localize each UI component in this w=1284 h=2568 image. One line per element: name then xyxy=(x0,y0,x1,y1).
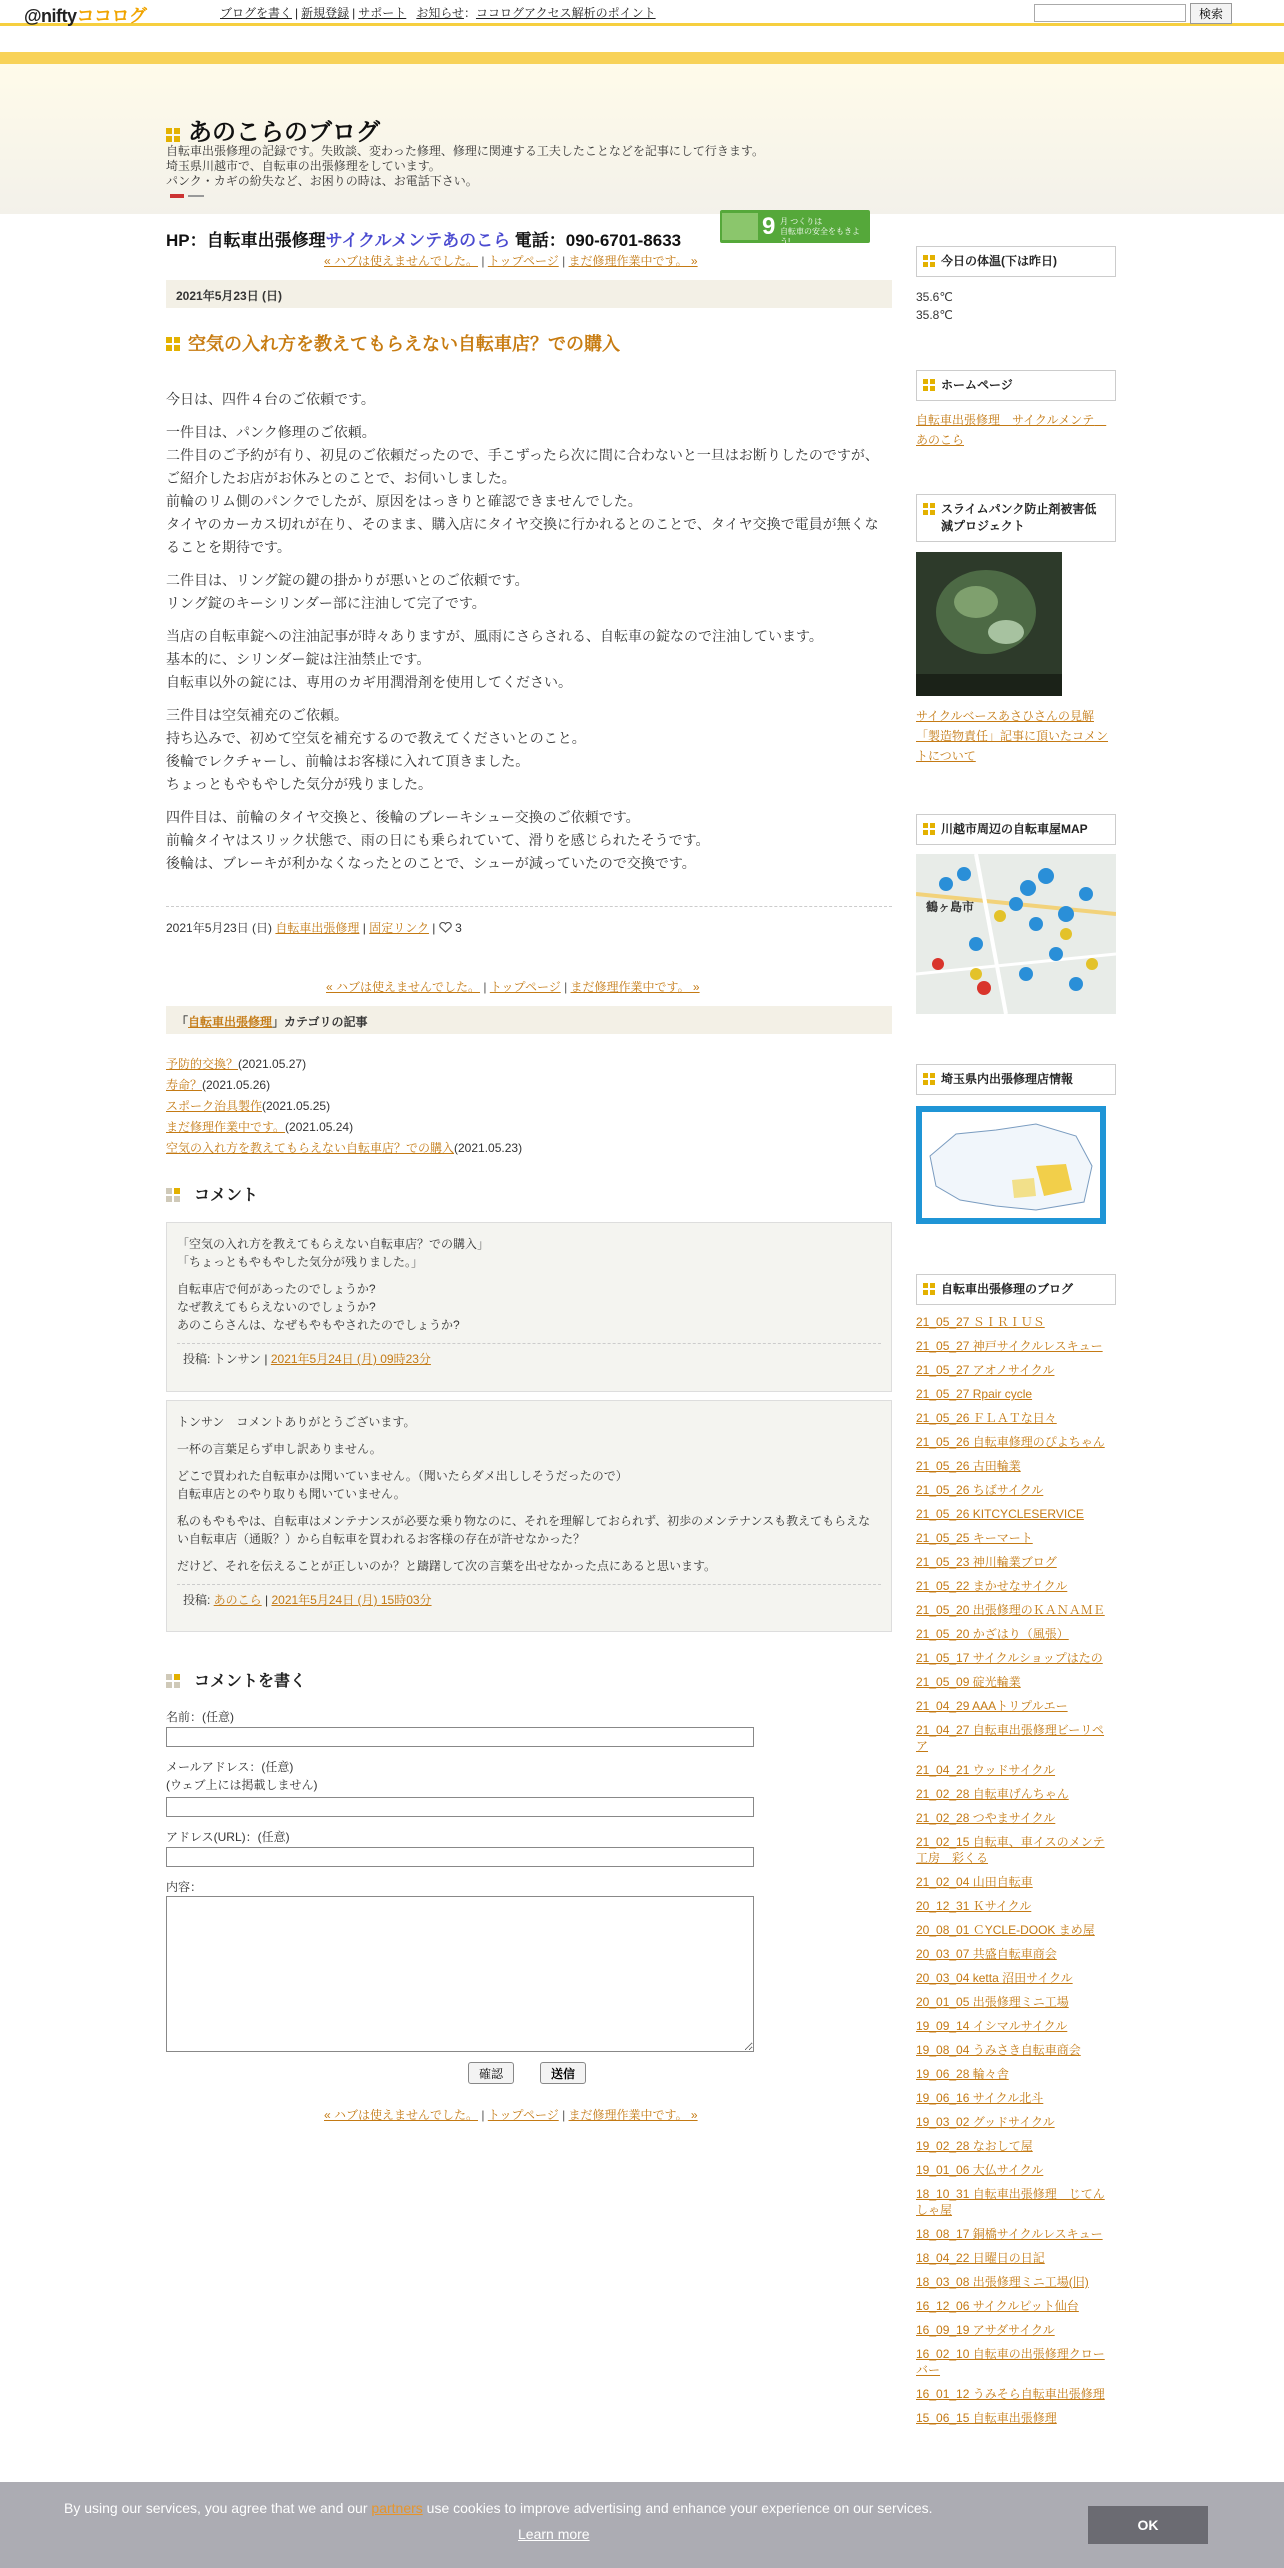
cookie-text-post: use cookies to improve advertising and enhance your experience on our services. xyxy=(422,2500,933,2516)
repair-blog-link[interactable]: 21_05_26 KITCYCLESERVICE xyxy=(916,1507,1084,1521)
sidebar-temp-title xyxy=(916,246,1116,277)
list-item xyxy=(916,1946,1112,1962)
map-label: 鶴ヶ島市 xyxy=(926,900,975,914)
list-item xyxy=(916,1578,1112,1594)
post-line: 前輪タイヤはスリック状態で、雨の日にも乗られていて、滑りを感じられたそうです。 xyxy=(166,832,710,848)
repair-blog-link[interactable]: 20_03_04 ketta 沼田サイクル xyxy=(916,1971,1073,1985)
repair-blog-link[interactable]: 18_10_31 自転車出張修理 じてんしゃ屋 xyxy=(916,2187,1105,2217)
list-item xyxy=(916,1530,1112,1546)
banner-text: 月 つくりは 自転車の安全をもきよう! xyxy=(780,217,860,246)
slime-caption-box xyxy=(916,706,1112,766)
post-line: 自転車以外の錠には、専用のカギ用潤滑剤を使用してください。 xyxy=(166,674,572,690)
post-line: タイヤのカーカス切れが在り、そのまま、購入店にタイヤ交換に行かれるとのことで、タイヤ交換で電員が無くなることを期待です。 xyxy=(166,516,879,555)
bike-shop-map-art xyxy=(916,854,1116,1014)
repair-blog-link[interactable]: 21_05_27 Rpair cycle xyxy=(916,1387,1033,1401)
list-item xyxy=(916,2186,1112,2218)
name-label: 名前：(任意) xyxy=(166,1710,234,1724)
comment-form-heading-text: コメントを書く xyxy=(194,1673,307,1690)
list-item xyxy=(916,1722,1112,1754)
list-item xyxy=(916,2298,1112,2314)
category-article-link[interactable]: まだ修理作業中です。 xyxy=(166,1120,286,1134)
list-item xyxy=(916,1602,1112,1618)
slime-title-text: スライムパンク防止剤被害低減プロジェクト xyxy=(941,502,1097,533)
list-item xyxy=(916,1898,1112,1914)
list-item xyxy=(916,2162,1112,2178)
list-item xyxy=(916,2138,1112,2154)
hp-line xyxy=(166,226,681,251)
repair-blog-link[interactable]: 19_06_16 サイクル北斗 xyxy=(916,2091,1044,2105)
list-item xyxy=(916,1626,1112,1642)
list-item xyxy=(916,1970,1112,1986)
repair-blog-link[interactable]: 19_09_14 イシマルサイクル xyxy=(916,2019,1068,2033)
category-article-link[interactable]: 空気の入れ方を教えてもらえない自転車店？での購入 xyxy=(166,1141,455,1155)
home-title-text: ホームページ xyxy=(941,378,1013,392)
list-item xyxy=(916,2322,1112,2338)
article-date: (2021.05.27) xyxy=(238,1057,307,1071)
cookie-ok-button[interactable]: OK xyxy=(1088,2506,1208,2544)
site-topbar xyxy=(0,0,1284,26)
post-title-text: 空気の入れ方を教えてもらえない自転車店？での購入 xyxy=(188,334,620,354)
repair-blog-link[interactable]: 16_09_19 アサダサイクル xyxy=(916,2323,1055,2337)
post-paragraph xyxy=(166,569,892,615)
repair-blog-link[interactable]: 20_12_31 Ｋサイクル xyxy=(916,1899,1032,1913)
email-note: (ウェブ上には掲載しません) xyxy=(166,1778,318,1792)
comment-paragraph: 「空気の入れ方を教えてもらえない自転車店？での購入」 「ちょっともやもやした気分が残りました。」 xyxy=(177,1237,490,1269)
list-item xyxy=(916,1434,1112,1450)
comment-paragraph: 私のもやもやは、自転車はメンテナンスが必要な乗り物なのに、それを理解しておられず、初歩のメンテナンスも教えてもらえない自転車店（通販？）から自転車を買われるお客様の存在が許せなかった？ xyxy=(177,1514,871,1546)
repair-blog-link[interactable]: 15_06_15 自転車出張修理 xyxy=(916,2411,1057,2425)
list-item xyxy=(916,1482,1112,1498)
search-button[interactable]: 検索 xyxy=(1190,3,1232,24)
article-date: (2021.05.25) xyxy=(262,1099,331,1113)
cookie-text-pre: By using our services, you agree that we and our xyxy=(64,2500,372,2516)
repair-blog-link[interactable]: 20_08_01 ＣYCLE-DOOK まめ屋 xyxy=(916,1923,1095,1937)
cookie-message xyxy=(64,2500,933,2516)
repair-blog-link[interactable]: 21_05_27 ＳＩＲＩＵＳ xyxy=(916,1315,1045,1329)
hp-phone: 電話：090-6701-8633 xyxy=(510,231,682,250)
repair-blog-link[interactable]: 21_04_27 自転車出張修理ビーリペア xyxy=(916,1723,1105,1753)
list-item xyxy=(916,1922,1112,1938)
slime-photo[interactable] xyxy=(916,552,1062,696)
repair-blog-link[interactable]: 16_12_06 サイクルピット仙台 xyxy=(916,2299,1079,2313)
list-item xyxy=(916,1698,1112,1714)
squares-icon xyxy=(923,503,935,515)
repair-blog-link[interactable]: 21_02_28 つやまサイクル xyxy=(916,1811,1056,1825)
squares-icon xyxy=(923,823,935,835)
squares-icon xyxy=(923,255,935,267)
list-item xyxy=(916,1994,1112,2010)
post-line: 三件目は空気補充のご依頼。 xyxy=(166,707,348,723)
temp-today: 35.6℃ xyxy=(916,290,953,304)
blogs-title-text: 自転車出張修理のブログ xyxy=(941,1282,1074,1296)
sidebar-home-title xyxy=(916,370,1116,401)
homepage-link[interactable]: 自転車出張修理 サイクルメンテ あのこら xyxy=(916,413,1107,447)
repair-blog-link[interactable]: 16_02_10 自転車の出張修理クローバー xyxy=(916,2347,1105,2377)
list-item xyxy=(166,1075,522,1096)
post-paragraph xyxy=(166,704,892,796)
repair-blog-link[interactable]: 21_05_22 まかせなサイクル xyxy=(916,1579,1068,1593)
sidebar-slime-title xyxy=(916,494,1116,542)
repair-blog-link[interactable]: 21_05_17 サイクルショップはたの xyxy=(916,1651,1103,1665)
list-item xyxy=(916,1554,1112,1570)
post-line: 基本的に、シリンダー錠は注油禁止です。 xyxy=(166,651,431,667)
slime-caption-link[interactable]: サイクルベースあさひさんの見解「製造物責任」記事に頂いたコメントについて xyxy=(916,709,1109,763)
post-paragraph xyxy=(166,421,892,559)
squares-icon xyxy=(923,1283,935,1295)
post-line: 一件目は、パンク修理のご依頼。 xyxy=(166,424,376,440)
repair-blog-link[interactable]: 20_03_07 共盛自転車商会 xyxy=(916,1947,1057,1961)
sidebar-blogs-title xyxy=(916,1274,1116,1305)
repair-blog-link[interactable]: 20_01_05 出張修理ミニ工場 xyxy=(916,1995,1069,2009)
desc-line: パンク・カギの紛失など、お困りの時は、お電話下さい。 xyxy=(166,174,478,188)
like-count: 3 xyxy=(455,921,462,935)
support-link[interactable]: サポート xyxy=(358,6,407,20)
repair-blog-link[interactable]: 19_02_28 なおして屋 xyxy=(916,2139,1033,2153)
comments-heading-text: コメント xyxy=(194,1187,259,1204)
prev-post-link[interactable]: « ハブは使えませんでした。 xyxy=(324,2108,479,2122)
post-nav-middle: « ハブは使えませんでした。 | トップページ | まだ修理作業中です。 » xyxy=(326,980,700,994)
like-button[interactable] xyxy=(439,921,462,935)
squares-icon xyxy=(923,1073,935,1085)
repair-blog-link[interactable]: 19_01_06 大仏サイクル xyxy=(916,2163,1044,2177)
temp-values xyxy=(916,288,953,324)
repair-blog-link[interactable]: 21_05_26 ＦＬＡＴな日々 xyxy=(916,1411,1057,1425)
repair-blog-link[interactable]: 21_05_23 神川輪業ブログ xyxy=(916,1555,1057,1569)
repair-blog-list xyxy=(916,1314,1112,2434)
list-item xyxy=(166,1117,522,1138)
post-line: 前輪のリム側のパンクでしたが、原因をはっきりと確認できませんでした。 xyxy=(166,493,642,509)
hp-prefix: HP：自転車出張修理 xyxy=(166,231,326,250)
category-article-link[interactable]: 寿命？ xyxy=(166,1078,203,1092)
header-stripe xyxy=(0,52,1284,64)
post-line: リング錠のキーシリンダー部に注油して完了です。 xyxy=(166,595,486,611)
mini-logo-icon xyxy=(170,192,206,200)
logo-cocolog: ココログ xyxy=(76,6,147,26)
repair-blog-link[interactable]: 21_05_20 かざはり（風張） xyxy=(916,1627,1069,1641)
partners-link[interactable]: partners xyxy=(371,2500,423,2516)
search-input[interactable] xyxy=(1034,4,1186,22)
repair-blog-link[interactable]: 18_04_22 日曜日の日記 xyxy=(916,2251,1045,2265)
repair-blog-link[interactable]: 21_05_27 アオノサイクル xyxy=(916,1363,1055,1377)
gray-squares-icon xyxy=(166,1188,180,1202)
article-date: (2021.05.24) xyxy=(285,1120,354,1134)
banner-number: 9 xyxy=(762,213,776,240)
list-item xyxy=(916,2090,1112,2106)
home-link-box xyxy=(916,410,1107,450)
repair-blog-link[interactable]: 19_06_28 輪々舎 xyxy=(916,2067,1009,2081)
repair-blog-link[interactable]: 21_05_20 出張修理のＫＡＮＡＭＥ xyxy=(916,1603,1105,1617)
list-item xyxy=(166,1096,522,1117)
article-date: (2021.05.26) xyxy=(202,1078,271,1092)
write-blog-link[interactable]: ブログを書く xyxy=(220,6,293,20)
list-item xyxy=(916,1786,1112,1802)
comment-1 xyxy=(166,1222,892,1392)
list-item xyxy=(916,1650,1112,1666)
hp-link[interactable]: サイクルメンテあのこら xyxy=(325,231,511,250)
list-item xyxy=(916,2386,1112,2402)
post-nav-bottom: « ハブは使えませんでした。 | トップページ | まだ修理作業中です。 » xyxy=(324,2108,698,2122)
list-item xyxy=(916,2226,1112,2242)
post-paragraph xyxy=(166,388,892,411)
comment-footer xyxy=(177,1343,881,1368)
comment-paragraph: 一杯の言葉足らず申し訳ありません。 xyxy=(177,1442,382,1456)
post-line: ちょっともやもやした気分が残りました。 xyxy=(166,776,432,792)
next-post-link[interactable]: まだ修理作業中です。 » xyxy=(568,2108,698,2122)
next-post-link[interactable]: まだ修理作業中です。 » xyxy=(568,254,698,268)
saitama-map[interactable] xyxy=(916,1106,1106,1224)
list-item xyxy=(916,1458,1112,1474)
logo-main: @nifty xyxy=(24,6,77,26)
list-item xyxy=(916,1762,1112,1778)
post-footer: 2021年5月23日 (日) 自転車出張修理 | 固定リンク | 3 xyxy=(166,906,892,936)
learn-more-link[interactable]: Learn more xyxy=(518,2526,590,2542)
repair-blog-link[interactable]: 21_02_28 自転車げんちゃん xyxy=(916,1787,1069,1801)
list-item xyxy=(916,2274,1112,2290)
list-item xyxy=(166,1054,522,1075)
comment-paragraph: トンサン コメントありがとうございます。 xyxy=(177,1415,416,1429)
gray-squares-icon xyxy=(166,1674,180,1688)
cookie-consent-bar xyxy=(0,2482,1284,2568)
sidebar-saitama-title xyxy=(916,1064,1116,1095)
cat-title-post: 」カテゴリの記事 xyxy=(272,1015,368,1029)
saitama-map-art xyxy=(916,1106,1106,1224)
repair-blog-link[interactable]: 21_05_26 ちばサイクル xyxy=(916,1483,1044,1497)
bike-shop-map[interactable] xyxy=(916,854,1116,1014)
name-field[interactable] xyxy=(166,1727,754,1747)
top-page-link[interactable]: トップページ xyxy=(487,254,559,268)
title-squares-icon xyxy=(166,128,180,142)
category-articles-title xyxy=(166,1006,892,1034)
post-line: 後輪でレクチャーし、前輪はお客様に入れて頂きました。 xyxy=(166,753,530,769)
repair-blog-link[interactable]: 19_08_04 うみさき自転車商会 xyxy=(916,2043,1081,2057)
top-page-link[interactable]: トップページ xyxy=(489,980,561,994)
category-link[interactable]: 自転車出張修理 xyxy=(188,1015,273,1029)
comment-2 xyxy=(166,1400,892,1632)
list-item xyxy=(916,1410,1112,1426)
news-item-link[interactable]: ココログアクセス解析のポイント xyxy=(475,6,656,20)
category-article-link[interactable]: スポーク治具製作 xyxy=(166,1099,263,1113)
post-line: 後輪は、ブレーキが利かなくなったとのことで、シューが減っていたので交換です。 xyxy=(166,855,696,871)
comment-footer xyxy=(177,1584,881,1609)
list-item xyxy=(166,1138,522,1159)
repair-blog-link[interactable]: 16_01_12 うみそら自転車出張修理 xyxy=(916,2387,1105,2401)
article-date: (2021.05.23) xyxy=(454,1141,523,1155)
repair-blog-link[interactable]: 21_04_21 ウッドサイクル xyxy=(916,1763,1056,1777)
repair-blog-link[interactable]: 21_05_25 キーマート xyxy=(916,1531,1033,1545)
comment-paragraph: どこで買われた自転車かは聞いていません。（聞いたらダメ出ししそうだったので） 自転車店とのやり取りも聞いていません。 xyxy=(177,1469,628,1501)
email-label: メールアドレス：(任意) xyxy=(166,1760,294,1774)
post-category-link[interactable]: 自転車出張修理 xyxy=(275,921,360,935)
list-item xyxy=(916,1386,1112,1402)
list-item xyxy=(916,1506,1112,1522)
comment-paragraph: 自転車店で何があったのでしょうか? なぜ教えてもらえないのでしょうか? あのこらさんは、なぜもやもやされたのでしょうか? xyxy=(177,1282,460,1332)
list-item xyxy=(916,2018,1112,2034)
post-line: 二件目は、リング錠の鍵の掛かりが悪いとのご依頼です。 xyxy=(166,572,529,588)
repair-blog-link[interactable]: 19_03_02 グッドサイクル xyxy=(916,2115,1055,2129)
post-line: 今日は、四件４台のご依頼です。 xyxy=(166,391,375,407)
submit-button[interactable]: 送信 xyxy=(540,2062,586,2084)
post-paragraph xyxy=(166,806,892,875)
comment-time-link[interactable]: 2021年5月24日 (月) 15時03分 xyxy=(271,1593,432,1607)
repair-blog-link[interactable]: 21_02_04 山田自転車 xyxy=(916,1875,1033,1889)
post-nav-top: « ハブは使えませんでした。 | トップページ | まだ修理作業中です。 » xyxy=(324,254,698,268)
register-link[interactable]: 新規登録 xyxy=(301,6,350,20)
comment-time-link[interactable]: 2021年5月24日 (月) 09時23分 xyxy=(270,1352,431,1366)
comment-form-heading xyxy=(166,1668,306,1691)
post-line: 四件目は、前輪のタイヤ交換と、後輪のブレーキシュー交換のご依頼です。 xyxy=(166,809,640,825)
list-item xyxy=(916,1338,1112,1354)
list-item xyxy=(916,2114,1112,2130)
next-post-link[interactable]: まだ修理作業中です。 » xyxy=(570,980,700,994)
slime-photo-art xyxy=(916,552,1062,696)
blog-title-link[interactable]: あのこらのブログ xyxy=(188,119,380,146)
saitama-title-text: 埼玉県内出張修理店情報 xyxy=(941,1072,1074,1086)
repair-blog-link[interactable]: 21_05_09 碇光輪業 xyxy=(916,1675,1021,1689)
repair-blog-link[interactable]: 18_03_08 出張修理ミニ工場(旧) xyxy=(916,2275,1089,2289)
list-item xyxy=(916,1810,1112,1826)
list-item xyxy=(916,2250,1112,2266)
category-article-list xyxy=(166,1054,522,1159)
cycle-promo-banner[interactable] xyxy=(720,210,870,246)
list-item xyxy=(916,2066,1112,2082)
confirm-button[interactable]: 確認 xyxy=(468,2062,514,2084)
comment-author-prefix: 投稿: xyxy=(183,1593,214,1607)
post-title-squares-icon xyxy=(166,337,180,351)
post-title xyxy=(166,330,620,356)
squares-icon xyxy=(923,379,935,391)
repair-blog-link[interactable]: 18_08_17 銅橋サイクルレスキュー xyxy=(916,2227,1103,2241)
news-link[interactable]: お知らせ xyxy=(416,6,464,20)
url-field[interactable] xyxy=(166,1847,754,1867)
comment-author-link[interactable]: あのこら xyxy=(213,1593,262,1607)
comment-paragraph: だけど、それを伝えることが正しいのか？と躊躇して次の言葉を出せなかった点にあると思います。 xyxy=(177,1559,717,1573)
post-body xyxy=(166,388,892,885)
content-label: 内容： xyxy=(166,1880,203,1894)
heart-icon xyxy=(439,922,452,933)
comment-author: 投稿: トンサン | xyxy=(183,1352,271,1366)
temp-title-text: 今日の体温(下は昨日) xyxy=(941,254,1057,268)
post-line: 持ち込みで、初めて空気を補充するので教えてくださいとのこと。 xyxy=(166,730,586,746)
post-paragraph xyxy=(166,625,892,694)
repair-blog-link[interactable]: 21_05_26 自転車修理のぴよちゃん xyxy=(916,1435,1105,1449)
prev-post-link[interactable]: « ハブは使えませんでした。 xyxy=(326,980,481,994)
desc-line: 埼玉県川越市で、自転車の出張修理をしています。 xyxy=(166,159,441,173)
url-label: アドレス(URL)：(任意) xyxy=(166,1830,290,1844)
top-page-link[interactable]: トップページ xyxy=(487,2108,559,2122)
temp-yesterday: 35.8℃ xyxy=(916,308,953,322)
date-heading: 2021年5月23日 (日) xyxy=(166,280,892,308)
repair-blog-link[interactable]: 21_05_27 神戸サイクルレスキュー xyxy=(916,1339,1103,1353)
blog-description xyxy=(166,144,764,189)
category-article-link[interactable]: 予防的交換？ xyxy=(166,1057,239,1071)
repair-blog-link[interactable]: 21_04_29 AAAトリプルエー xyxy=(916,1699,1068,1713)
list-item xyxy=(916,2042,1112,2058)
email-field[interactable] xyxy=(166,1797,754,1817)
top-links: ブログを書く | 新規登録 | サポート お知らせ：ココログアクセス解析のポイント xyxy=(220,6,656,20)
map-title-text: 川越市周辺の自転車屋MAP xyxy=(941,822,1088,836)
banner-image xyxy=(722,213,758,240)
list-item xyxy=(916,2410,1112,2426)
post-footer-date: 2021年5月23日 (日) xyxy=(166,921,273,935)
desc-line: 自転車出張修理の記録です。失敗談、変わった修理、修理に関連する工夫したことなどを記事にして行きます。 xyxy=(166,144,764,158)
list-item xyxy=(916,1674,1112,1690)
repair-blog-link[interactable]: 21_02_15 自転車、車イスのメンテ工房 彩くる xyxy=(916,1835,1105,1865)
list-item xyxy=(916,1834,1112,1866)
list-item xyxy=(916,1314,1112,1330)
nifty-cocolog-logo[interactable] xyxy=(24,2,147,28)
cat-title-pre: 「 xyxy=(176,1015,189,1029)
comment-sep: | xyxy=(261,1593,272,1607)
comments-heading xyxy=(166,1182,258,1205)
blog-title xyxy=(166,112,380,147)
post-line: 二件目のご予約が有り、初見のご依頼だったので、手こずったら次に間に合わないと一旦はお断りしたのですが、ご紹介したお店がお休みとのことで、お伺いしました。 xyxy=(166,447,879,486)
prev-post-link[interactable]: « ハブは使えませんでした。 xyxy=(324,254,479,268)
post-line: 当店の自転車錠への注油記事が時々ありますが、風雨にさらされる、自転車の錠なので注油しています。 xyxy=(166,628,823,644)
content-textarea[interactable] xyxy=(166,1896,754,2052)
repair-blog-link[interactable]: 21_05_26 古田輪業 xyxy=(916,1459,1021,1473)
list-item xyxy=(916,1874,1112,1890)
permalink-link[interactable]: 固定リンク xyxy=(369,921,429,935)
list-item xyxy=(916,2346,1112,2378)
list-item xyxy=(916,1362,1112,1378)
sidebar-map-title xyxy=(916,814,1116,845)
